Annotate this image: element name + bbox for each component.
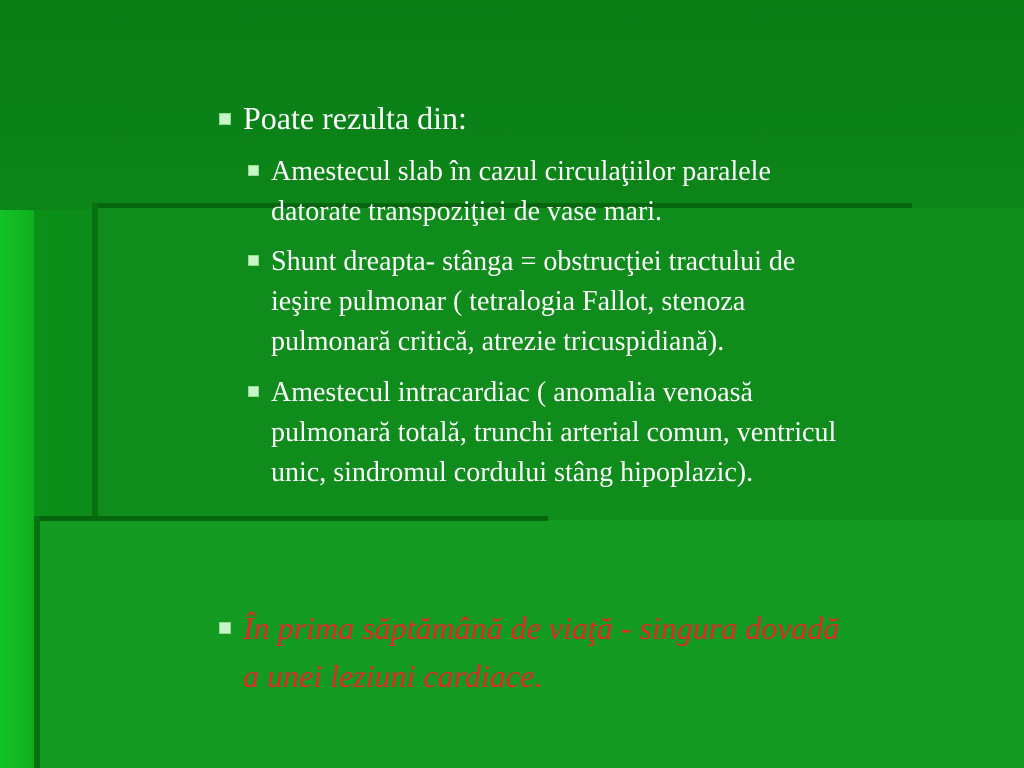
decorative-line <box>92 203 98 523</box>
list-item-line: ieşire pulmonar ( tetralogia Fallot, stenoza <box>271 286 746 317</box>
background-left-glow <box>0 210 34 768</box>
list-item-line: Shunt dreapta- stânga = obstrucţiei tractului de <box>271 246 796 277</box>
decorative-line <box>34 516 40 768</box>
square-bullet-icon <box>248 255 259 266</box>
list-item-line: Amestecul intracardiac ( anomalia venoasă <box>271 377 753 408</box>
highlight-note-line: a unei leziuni cardiace. <box>243 658 543 694</box>
square-bullet-icon <box>248 165 259 176</box>
square-bullet-icon <box>219 113 231 125</box>
square-bullet-icon <box>248 386 259 397</box>
bullet-heading: Poate rezulta din: <box>243 100 467 136</box>
list-item-line: Amestecul slab în cazul circulaţiilor paralele <box>271 156 771 187</box>
list-item-line: unic, sindromul cordului stâng hipoplazic). <box>271 457 754 488</box>
decorative-line <box>36 516 548 521</box>
list-item-line: datorate transpoziţiei de vase mari. <box>271 196 663 227</box>
list-item-line: pulmonară totală, trunchi arterial comun, ventricul <box>271 417 837 448</box>
highlight-note-line: În prima săptămână de viaţă - singura dovadă <box>243 610 840 646</box>
square-bullet-icon <box>219 622 231 634</box>
list-item-line: pulmonară critică, atrezie tricuspidiană). <box>271 326 725 357</box>
